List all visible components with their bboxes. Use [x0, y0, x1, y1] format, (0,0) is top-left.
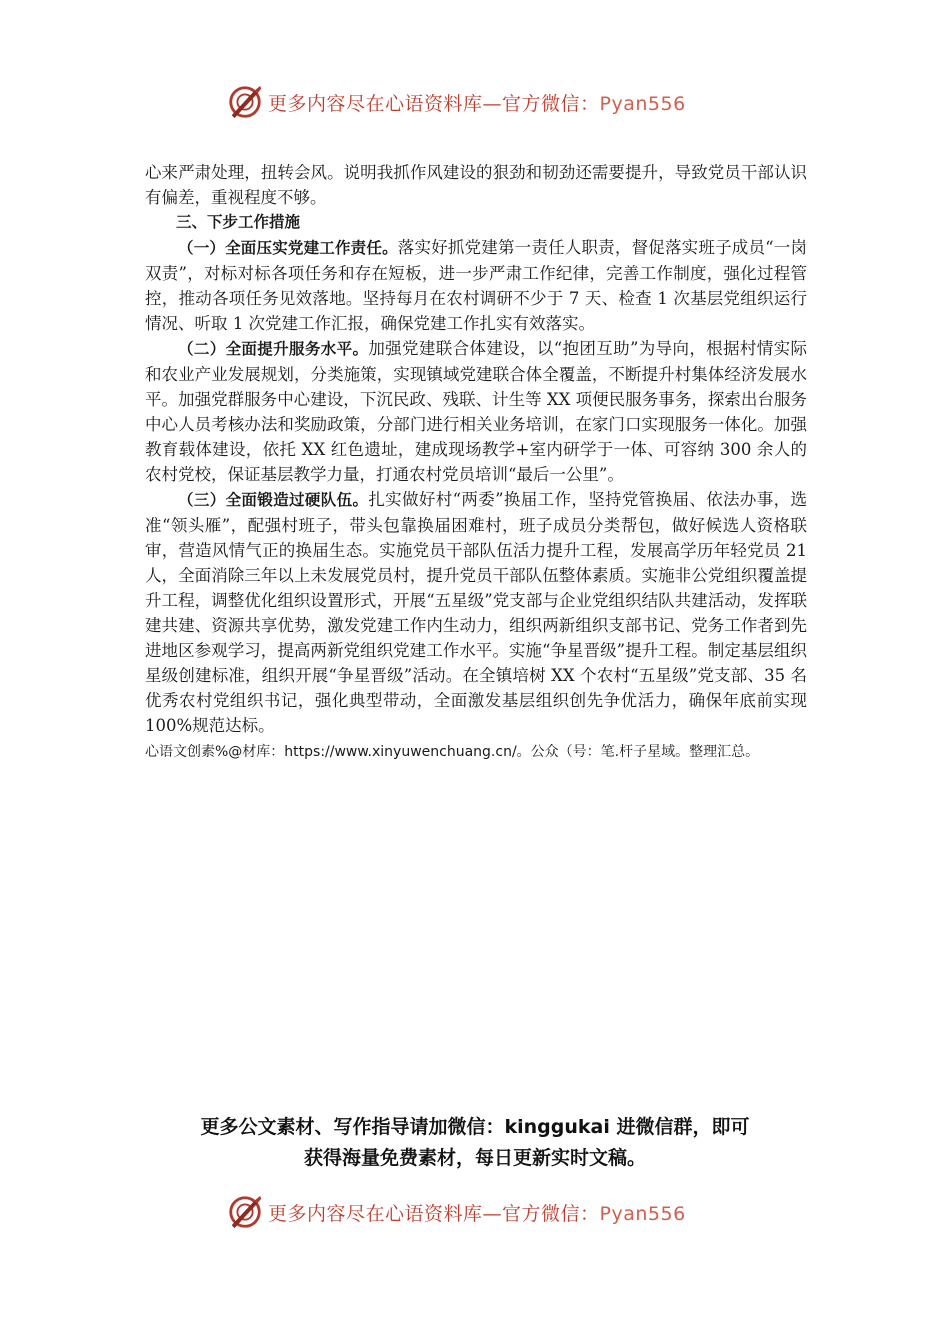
measure-title: （三）全面锻造过硬队伍。	[178, 491, 369, 509]
footer-banner-label: 更多内容尽在心语资料库—官方微信：	[268, 1202, 600, 1225]
measure-text: 扎实做好村“两委”换届工作，坚持党管换届、依法办事，选准“领头雁”，配强村班子，带头包靠换届困难村，班子成员分类帮包，做好候选人资格联审，营造风情气正的换届生态。实施党员干部队伍活力提升工程，发展高学历年轻党员 21 人，全面消除三年以上未发展党员村，提升党员干部队伍整体素质。实施非公党组织覆盖提升工程，调整优化组织设置形式，开展“五星级”党支部与企业党组织结队共建活动，发挥联建共建、资源共享优势，激发党建工作内生动力，组织两新组织支部书记、党务工作者到先进地区参观学习，提高两新党组织党建工作水平。实施“争星晋级”提升工程。制定基层组织星级创建标准，组织开展“争星晋级”活动。在全镇培树 XX 个农村“五星级”党支部、35 名优秀农村党组织书记，强化典型带动，全面激发基层组织创先争优活力，确保年底前实现 100%规范达标。	[145, 490, 807, 735]
header-banner	[226, 82, 686, 122]
measure-title: （一）全面压实党建工作责任。	[178, 239, 398, 257]
measure-paragraph-1	[145, 235, 807, 336]
header-wechat-id: Pyan556	[599, 92, 686, 115]
footer-wechat-id: Pyan556	[599, 1202, 686, 1225]
header-banner-label: 更多内容尽在心语资料库—官方微信：	[268, 92, 600, 115]
measure-paragraph-3	[145, 487, 807, 738]
section-heading: 三、下步工作措施	[176, 213, 301, 231]
measure-text: 加强党建联合体建设，以“抱团互助”为导向，根据村情实际和农业产业发展规划，分类施策，实现镇域党建联合体全覆盖，不断提升村集体经济发展水平。加强党群服务中心建设，下沉民政、残联、计生等 XX 项便民服务事务，探索出台服务中心人员考核办法和奖励政策，分部门进行相关业务培训，在家门口实现服务一体化。加强教育载体建设，依托 XX 红色遗址，建成现场教学+室内研学于一体、可容纳 300 余人的农村党校，保证基层教学力量，打通农村党员培训“最后一公里”。	[145, 339, 807, 484]
document-body	[145, 160, 807, 765]
footer-banner-text	[268, 1199, 686, 1226]
logo-icon	[226, 83, 264, 121]
measure-paragraph-2	[145, 336, 807, 487]
measure-title: （二）全面提升服务水平。	[178, 340, 369, 358]
logo-icon	[226, 1193, 264, 1231]
footer-promo-line-1: 更多公文素材、写作指导请加微信：kinggukai 进微信群，即可	[200, 1116, 750, 1138]
footer-promo-line-2: 获得海量免费素材，每日更新实时文稿。	[303, 1147, 646, 1169]
source-note: 心语文创素%@材库：https://www.xinyuwenchuang.cn/。公众（号：笔.杆子星域。整理汇总。	[145, 744, 760, 760]
carryover-paragraph: 心来严肃处理，扭转会风。说明我抓作风建设的狠劲和韧劲还需要提升，导致党员干部认识有偏差，重视程度不够。	[145, 163, 807, 207]
footer-promo	[100, 1112, 850, 1174]
header-banner-text	[268, 89, 686, 116]
measure-text: 落实好抓党建第一责任人职责，督促落实班子成员“一岗双责”，对标对标各项任务和存在短板，进一步严肃工作纪律，完善工作制度，强化过程管控，推动各项任务见效落地。坚持每月在农村调研不少于 7 天、检查 1 次基层党组织运行情况、听取 1 次党建工作汇报，确保党建工作扎实有效落实。	[145, 238, 807, 333]
footer-banner	[226, 1192, 686, 1232]
